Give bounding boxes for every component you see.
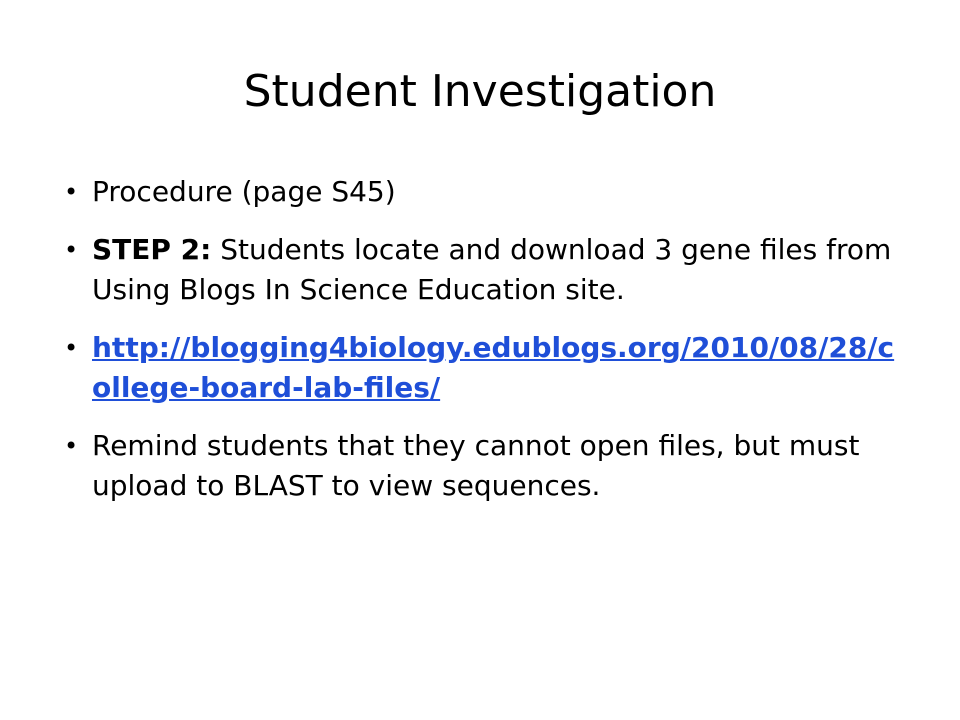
bullet-dot-icon: •	[64, 236, 79, 264]
bullet-text: Procedure (page S45)	[92, 175, 396, 208]
bullet-dot-icon: •	[64, 432, 79, 460]
bullet-dot-icon: •	[64, 178, 79, 206]
bullet-dot-icon: •	[64, 334, 79, 362]
step-label: STEP 2:	[92, 233, 212, 266]
bullet-text: Remind students that they cannot open files, but must upload to BLAST to view sequences.	[92, 429, 860, 502]
lab-files-link[interactable]: http://blogging4biology.edublogs.org/2010/08/28/college-board-lab-files/	[92, 331, 895, 404]
bullet-step-2	[62, 230, 902, 310]
bullet-list	[62, 172, 902, 524]
slide-title: Student Investigation	[243, 66, 717, 117]
bullet-link	[62, 328, 902, 408]
bullet-text: Students locate and download 3 gene files from Using Blogs In Science Education site.	[92, 233, 892, 306]
bullet-procedure	[62, 172, 902, 212]
bullet-reminder	[62, 426, 902, 506]
